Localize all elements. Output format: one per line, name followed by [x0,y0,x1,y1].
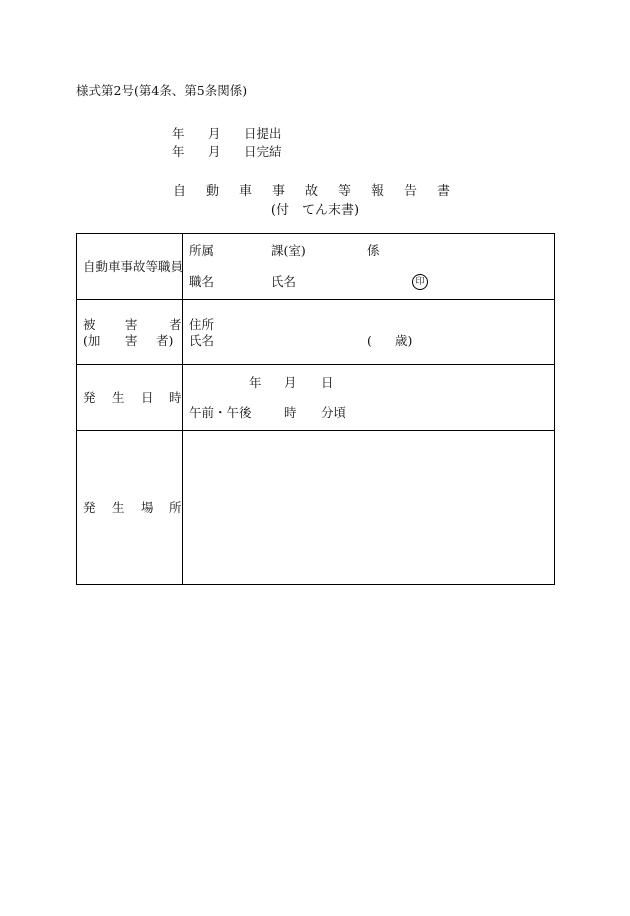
document-title [0,180,630,199]
header-char: 発 [83,390,96,405]
title-char: 等 [338,184,352,199]
minute-label: 分頃 [321,405,347,420]
title-char: 車 [239,184,253,199]
row-divider [77,364,554,365]
seal-icon: 印 [412,274,428,290]
header-char: 所 [169,500,182,515]
report-table [76,233,555,585]
subsection-label: 係 [367,243,380,258]
header-char: 生 [112,390,125,405]
occurrence-year-label: 年 [249,375,262,390]
header-char: 者) [156,333,174,348]
hour-label: 時 [284,405,297,420]
day-submitted-label: 日提出 [244,126,282,141]
year-label: 年 [172,144,185,159]
title-char: 告 [404,184,418,199]
month-label: 月 [208,144,221,159]
title-char: 書 [437,184,451,199]
title-char: 報 [371,184,385,199]
document-subtitle: (付 てん末書) [270,203,360,218]
header-char: 発 [83,500,96,515]
form-number: 様式第2号(第4条、第5条関係) [76,83,248,98]
row-divider [77,299,554,300]
staff-name-label: 氏名 [271,274,297,289]
section-label: 課(室) [271,243,306,258]
address-label: 住所 [189,317,215,332]
age-open-paren: ( [367,333,372,348]
month-label: 月 [208,126,221,141]
header-char: 被 [83,317,96,332]
day-completed-label: 日完結 [244,144,282,159]
header-char: 場 [141,500,154,515]
staff-row-header: 自動車事故等職員 [83,259,184,274]
header-char: 者 [169,317,182,332]
header-char: 生 [112,500,125,515]
header-char: (加 [83,333,101,348]
title-char: 動 [206,184,220,199]
am-pm-label: 午前・午後 [189,405,252,420]
occurrence-month-label: 月 [284,375,297,390]
place-entry-area [183,431,554,584]
header-char: 日 [141,390,154,405]
title-char: 故 [305,184,319,199]
title-char: 事 [272,184,286,199]
affiliation-label: 所属 [189,243,215,258]
header-char: 害 [125,333,138,348]
age-label: 歳) [395,333,413,348]
position-label: 職名 [189,274,215,289]
title-char: 自 [173,184,187,199]
victim-name-label: 氏名 [189,333,215,348]
year-label: 年 [172,126,185,141]
header-char: 時 [169,390,182,405]
occurrence-day-label: 日 [321,375,334,390]
header-char: 害 [125,317,138,332]
